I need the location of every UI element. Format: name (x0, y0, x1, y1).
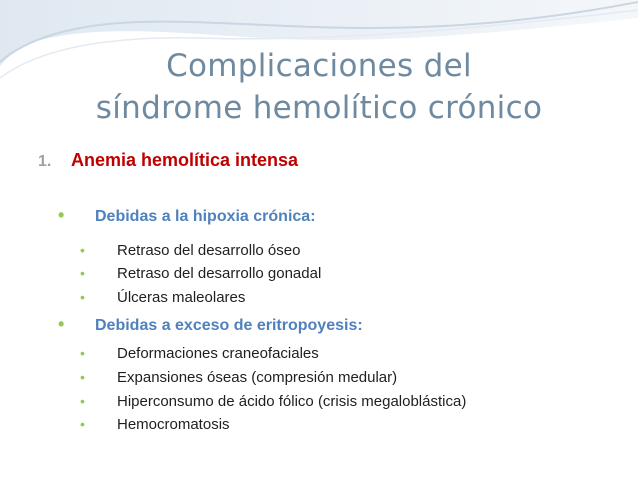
list-item (80, 265, 321, 282)
group-heading-hipoxia (58, 205, 316, 226)
group-heading-eritropoyesis (58, 314, 363, 335)
list-item-label: Úlceras maleolares (117, 289, 246, 306)
group-heading-label: Debidas a exceso de eritropoyesis: (95, 317, 363, 334)
list-item-label: Hemocromatosis (117, 416, 230, 433)
bullet-icon: • (58, 314, 65, 334)
list-item (80, 393, 466, 410)
bullet-icon: • (80, 345, 85, 361)
slide-title-line-2: síndrome hemolítico crónico (95, 90, 543, 126)
bullet-icon: • (80, 369, 85, 385)
slide-title-line-1: Complicaciones del (166, 48, 472, 84)
bullet-icon: • (80, 265, 85, 281)
list-item (80, 289, 245, 306)
list-item (80, 345, 319, 362)
bullet-icon: • (80, 289, 85, 305)
list-item-label: Hiperconsumo de ácido fólico (crisis megaloblástica) (117, 393, 467, 410)
list-item (80, 416, 230, 433)
list-item-label: Retraso del desarrollo óseo (117, 242, 301, 259)
bullet-icon: • (80, 416, 85, 432)
item-heading: Anemia hemolítica intensa (71, 150, 299, 170)
slide-title (0, 45, 638, 129)
group-heading-label: Debidas a la hipoxia crónica: (95, 208, 316, 225)
list-item-label: Retraso del desarrollo gonadal (117, 265, 322, 282)
list-item-label: Expansiones óseas (compresión medular) (117, 369, 398, 386)
list-item (80, 369, 397, 386)
item-number: 1. (38, 153, 52, 170)
bullet-icon: • (80, 242, 85, 258)
list-item-label: Deformaciones craneofaciales (117, 345, 319, 362)
bullet-icon: • (80, 393, 85, 409)
numbered-item-1 (38, 150, 298, 171)
list-item (80, 242, 300, 259)
bullet-icon: • (58, 205, 65, 225)
